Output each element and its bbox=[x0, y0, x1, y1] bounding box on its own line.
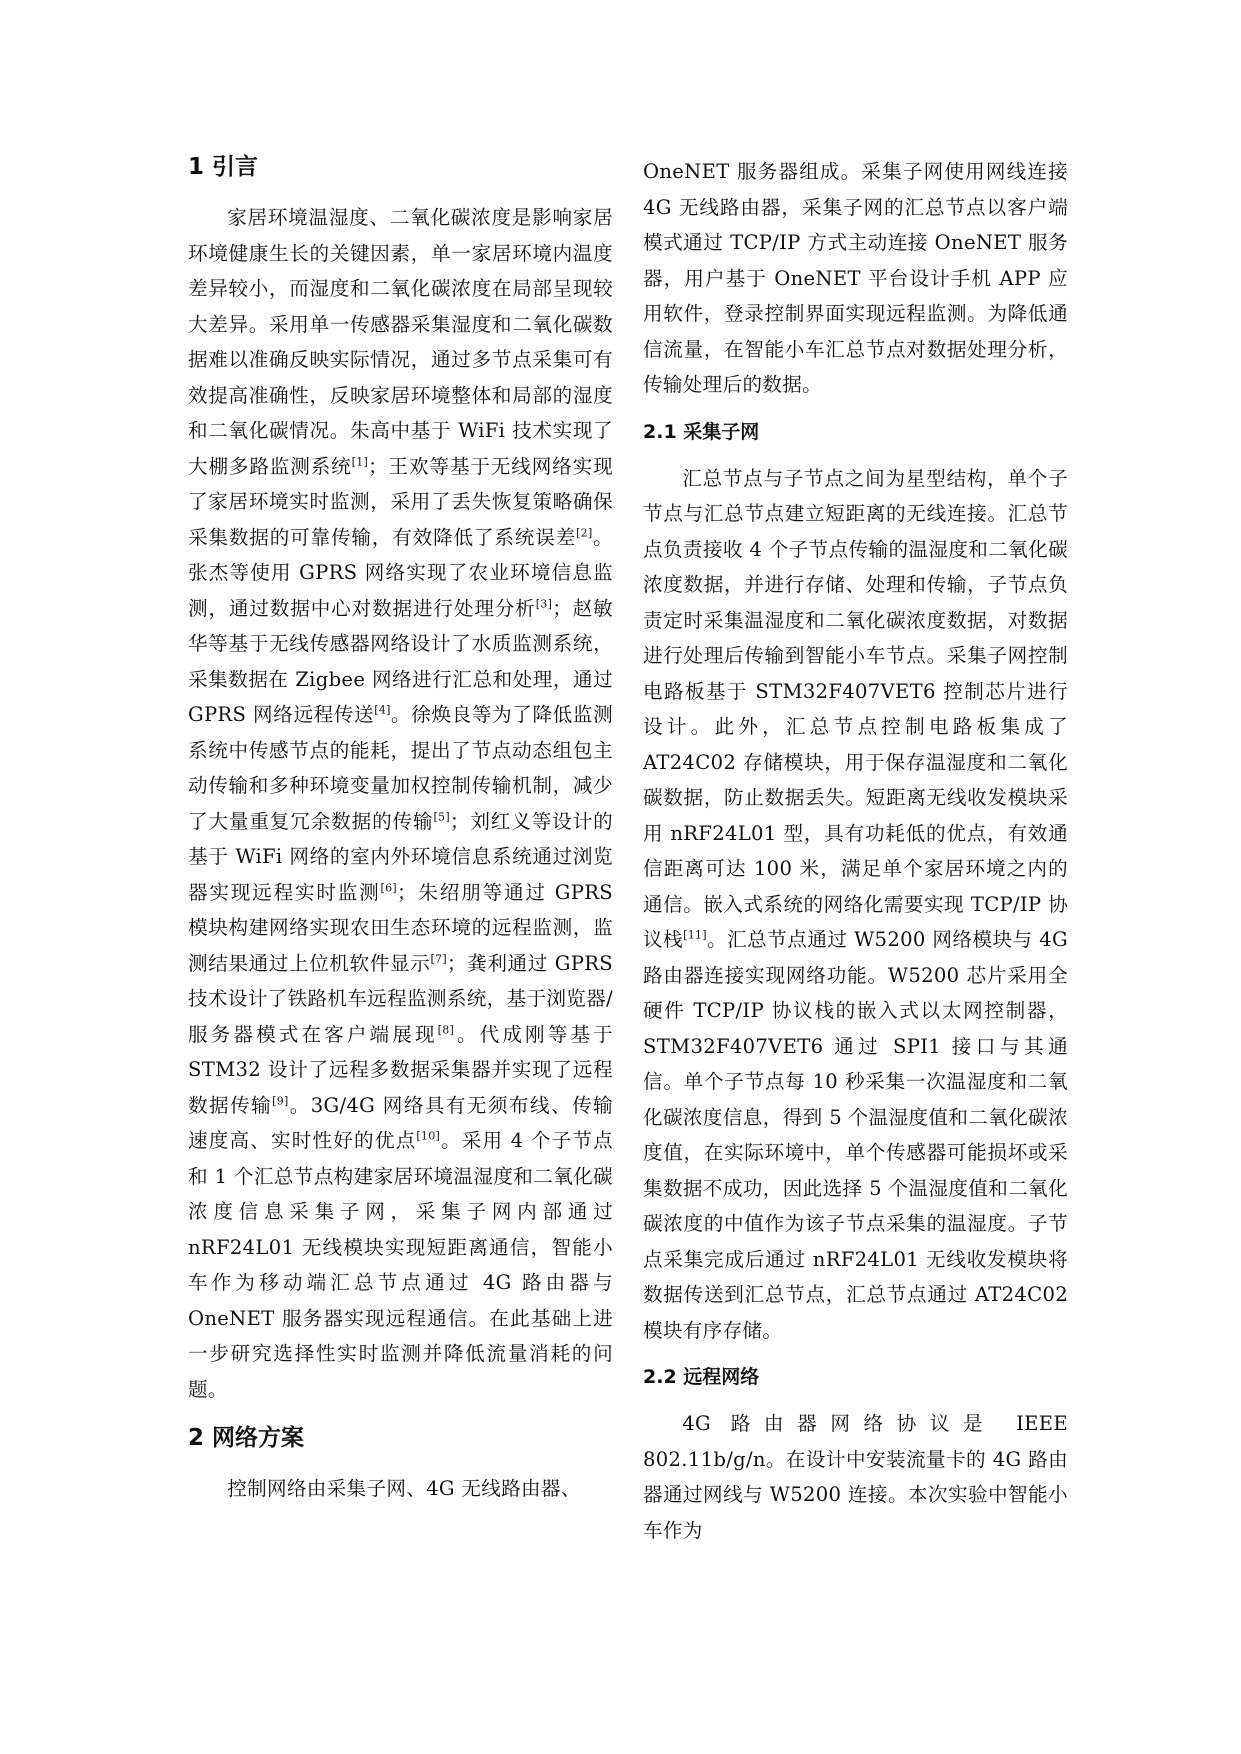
network-paragraph-continued: OneNET 服务器组成。采集子网使用网线连接 4G 无线路由器，采集子网的汇总节点以客户端模式通过 TCP/IP 方式主动连接 OneNET 服务器，用户基于 OneNET 平台设计手机 APP 应用软件，登录控制界面实现远程监测。为降低通信流量，在智能小车汇总节点对数据处理分析，传输处理后的数据。 bbox=[643, 160, 1068, 396]
intro-text-9: 。代成刚等基于 STM32 设计了远程多数据采集器并实现了远程数据传输 bbox=[188, 1022, 613, 1117]
citation: [5] bbox=[433, 809, 450, 823]
section-1-heading: 1 引言 bbox=[188, 154, 259, 180]
citation: [7] bbox=[430, 951, 447, 965]
intro-text-6: ；刘红义等设计的基于 WiFi 网络的室内外环境信息系统通过浏览器实现远程实时监测 bbox=[188, 809, 613, 904]
subsection-2-2-heading: 2.2 远程网络 bbox=[643, 1366, 760, 1388]
remote-network-paragraph: 4G 路由器网络协议是 IEEE 802.11b/g/n。在设计中安装流量卡的 4G 路由器通过网线与 W5200 连接。本次实验中智能小车作为 bbox=[643, 1412, 1068, 1542]
subnet-text-1: 汇总节点与子节点之间为星型结构，单个子节点与汇总节点建立短距离的无线连接。汇总节点负责接收 4 个子节点传输的温湿度和二氧化碳浓度数据，并进行存储、处理和传输，子节点负责定时采集温湿度和二氧化碳浓度数据，对数据进行处理后传输到智能小车节点。采集子网控制电路板基于 STM32F407VET6 控制芯片进行设计。此外，汇总节点控制电路板集成了 AT24C02 存储模块，用于保存温湿度和二氧化碳数据，防止数据丢失。短距离无线收发模块采用 nRF24L01 型，具有功耗低的优点，有效通信距离可达 100 米，满足单个家居环境之内的通信。嵌入式系统的网络化需要实现 TCP/IP 协议栈 bbox=[643, 466, 1068, 951]
subnet-text-2: 。汇总节点通过 W5200 网络模块与 4G 路由器连接实现网络功能。W5200 芯片采用全硬件 TCP/IP 协议栈的嵌入式以太网控制器，STM32F407VET6 通过 SPI1 接口与其通信。单个子节点每 10 秒采集一次温湿度和二氧化碳浓度信息，得到 5 个温湿度值和二氧化碳浓度值，在实际环境中，单个传感器可能损坏或采集数据不成功，因此选择 5 个温湿度值和二氧化碳浓度的中值作为该子节点采集的温湿度。子节点采集完成后通过 nRF24L01 无线收发模块将数据传送到汇总节点，汇总节点通过 AT24C02 模块有序存储。 bbox=[643, 928, 1068, 1342]
citation: [1] bbox=[351, 454, 369, 468]
citation: [11] bbox=[683, 928, 707, 942]
collection-subnet-paragraph bbox=[643, 461, 1068, 1349]
citation: [3] bbox=[535, 596, 553, 610]
intro-text-4: ；赵敏华等基于无线传感器网络设计了水质监测系统，采集数据在 Zigbee 网络进行汇总和处理，通过 GPRS 网络远程传送 bbox=[188, 596, 613, 726]
intro-text-1: 家居环境温湿度、二氧化碳浓度是影响家居环境健康生长的关键因素，单一家居环境内温度差异较小，而湿度和二氧化碳浓度在局部呈现较大差异。采用单一传感器采集湿度和二氧化碳数据难以准确反映实际情况，通过多节点采集可有效提高准确性，反映家居环境整体和局部的湿度和二氧化碳情况。朱高中基于 WiFi 技术实现了大棚多路监测系统 bbox=[188, 206, 613, 478]
subsection-2-1-heading: 2.1 采集子网 bbox=[643, 420, 760, 443]
section-2-heading: 2 网络方案 bbox=[188, 1425, 305, 1451]
citation: [10] bbox=[416, 1129, 441, 1143]
intro-text-5: 。徐焕良等为了降低监测系统中传感节点的能耗，提出了节点动态组包主动传输和多种环境变量加权控制传输机制，减少了大量重复冗余数据的传输 bbox=[188, 703, 613, 833]
right-column bbox=[643, 154, 1068, 1548]
intro-text-8: ；龚利通过 GPRS 技术设计了铁路机车远程监测系统，基于浏览器/服务器模式在客户端展现 bbox=[188, 951, 613, 1046]
left-column bbox=[188, 150, 613, 1507]
intro-paragraph bbox=[188, 200, 613, 1407]
citation: [8] bbox=[437, 1022, 455, 1036]
intro-text-3: 。张杰等使用 GPRS 网络实现了农业环境信息监测，通过数据中心对数据进行处理分析 bbox=[188, 525, 613, 620]
citation: [6] bbox=[380, 880, 398, 894]
intro-text-10: 。3G/4G 网络具有无须布线、传输速度高、实时性好的优点 bbox=[188, 1093, 614, 1152]
intro-text-11: 。采用 4 个子节点和 1 个汇总节点构建家居环境温湿度和二氧化碳浓度信息采集子网，采集子网内部通过 nRF24L01 无线模块实现短距离通信，智能小车作为移动端汇总节点通过 4G 路由器与 OneNET 服务器实现远程通信。在此基础上进一步研究选择性实时监测并降低流量消耗的问题。 bbox=[188, 1129, 613, 1401]
citation: [2] bbox=[576, 525, 593, 539]
network-paragraph-start: 控制网络由采集子网、4G 无线路由器、 bbox=[227, 1477, 581, 1500]
citation: [4] bbox=[374, 703, 391, 717]
citation: [9] bbox=[272, 1093, 289, 1107]
intro-text-7: ；朱绍朋等通过 GPRS 模块构建网络实现农田生态环境的远程监测，监测结果通过上位机软件显示 bbox=[188, 880, 613, 975]
intro-text-2: ；王欢等基于无线网络实现了家居环境实时监测，采用了丢失恢复策略确保采集数据的可靠传输，有效降低了系统误差 bbox=[188, 454, 613, 549]
